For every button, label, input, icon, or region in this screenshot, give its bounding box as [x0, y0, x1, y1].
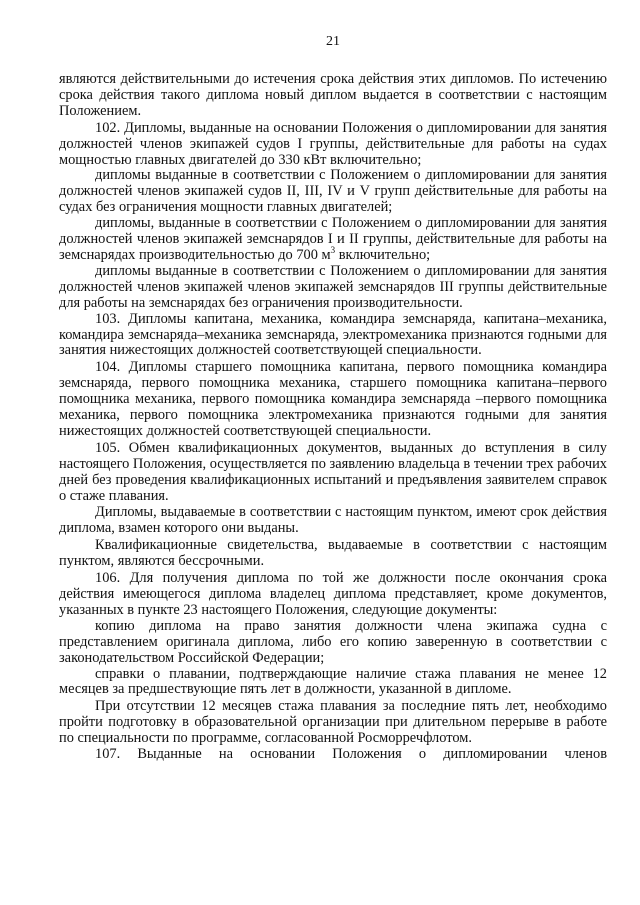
superscript-cubic: 3: [330, 245, 336, 256]
paragraph-102-dredgers-3: дипломы выданные в соответствии с Положением о дипломировании для занятия должностей членов экипажей членов экипажей земснарядов III группы действительные для работы на земснарядах без ограничения производительности.: [59, 262, 607, 311]
paragraph-102-dredgers-tail: включительно;: [335, 246, 431, 263]
paragraph-107: 107. Выданные на основании Положения о дипломировании членов: [95, 746, 607, 763]
paragraph-102: 102. Дипломы, выданные на основании Положения о дипломировании для занятия должностей членов экипажей судов I группы, действительные для работы на судах мощностью главных двигателей до 330 кВт включительно;: [59, 119, 607, 168]
paragraph-continuation: являются действительными до истечения срока действия этих дипломов. По истечению срока действия такого диплома новый диплом выдается в соответствии с настоящим Положением.: [59, 71, 607, 119]
paragraph-105-certificates: Квалификационные свидетельства, выдаваемые в соответствии с настоящим пунктом, являются бессрочными.: [59, 537, 607, 570]
paragraph-102-groups-2-5: дипломы выданные в соответствии с Положением о дипломировании для занятия должностей членов экипажей судов II, III, IV и V групп действительные для работы на судах без ограничения мощности главных двигателей;: [59, 167, 607, 216]
paragraph-106-certificates: справки о плавании, подтверждающие наличие стажа плавания не менее 12 месяцев за предшествующие пять лет в должности, указанной в дипломе.: [59, 665, 607, 698]
paragraph-106-training: При отсутствии 12 месяцев стажа плавания за последние пять лет, необходимо пройти подготовку в образовательной организации при длительном перерыве в работе по специальности по программе, согласованной Росморречфлотом.: [59, 698, 607, 747]
paragraph-106-copy: копию диплома на право занятия должности члена экипажа судна с представлением оригинала диплома, либо его копию заверенную в соответствии с законодательством Российской Федерации;: [59, 617, 607, 666]
paragraph-103: 103. Дипломы капитана, механика, командира земснаряда, капитана–механика, командира земснаряда–механика земснаряда, электромеханика признаются годными для занятия нижестоящих должностей соответствующей специальности.: [59, 310, 607, 359]
page-number: 21: [326, 34, 340, 49]
document-body: [59, 72, 607, 763]
paragraph-105-validity: Дипломы, выдаваемые в соответствии с настоящим пунктом, имеют срок действия диплома, взамен которого они выданы.: [59, 504, 607, 537]
paragraph-105: 105. Обмен квалификационных документов, выданных до вступления в силу настоящего Положения, осуществляется по заявлению владельца в течении трех рабочих дней без проведения квалификационных испытаний и предъявления заявителем справок о стаже плавания.: [59, 439, 607, 504]
paragraph-102-dredgers-text: дипломы, выданные в соответствии с Положением о дипломировании для занятия должностей членов экипажей земснарядов I и II группы, действительные для работы на земснарядах производительностью до 700 м: [59, 215, 607, 263]
paragraph-102-dredgers-1-2: [59, 216, 607, 264]
paragraph-106: 106. Для получения диплома по той же должности после окончания срока действия имеющегося диплома владелец диплома представляет, кроме документов, указанных в пункте 23 настоящего Положения, следующие документы:: [59, 570, 607, 618]
paragraph-104: 104. Дипломы старшего помощника капитана, первого помощника командира земснаряда, первого помощника механика, старшего помощника капитана–первого помощника механика, первого помощника командира земснаряда –первого помощника механика, первого помощника электромеханика признаются годными для занятия нижестоящих должностей соответствующей специальности.: [59, 359, 607, 439]
